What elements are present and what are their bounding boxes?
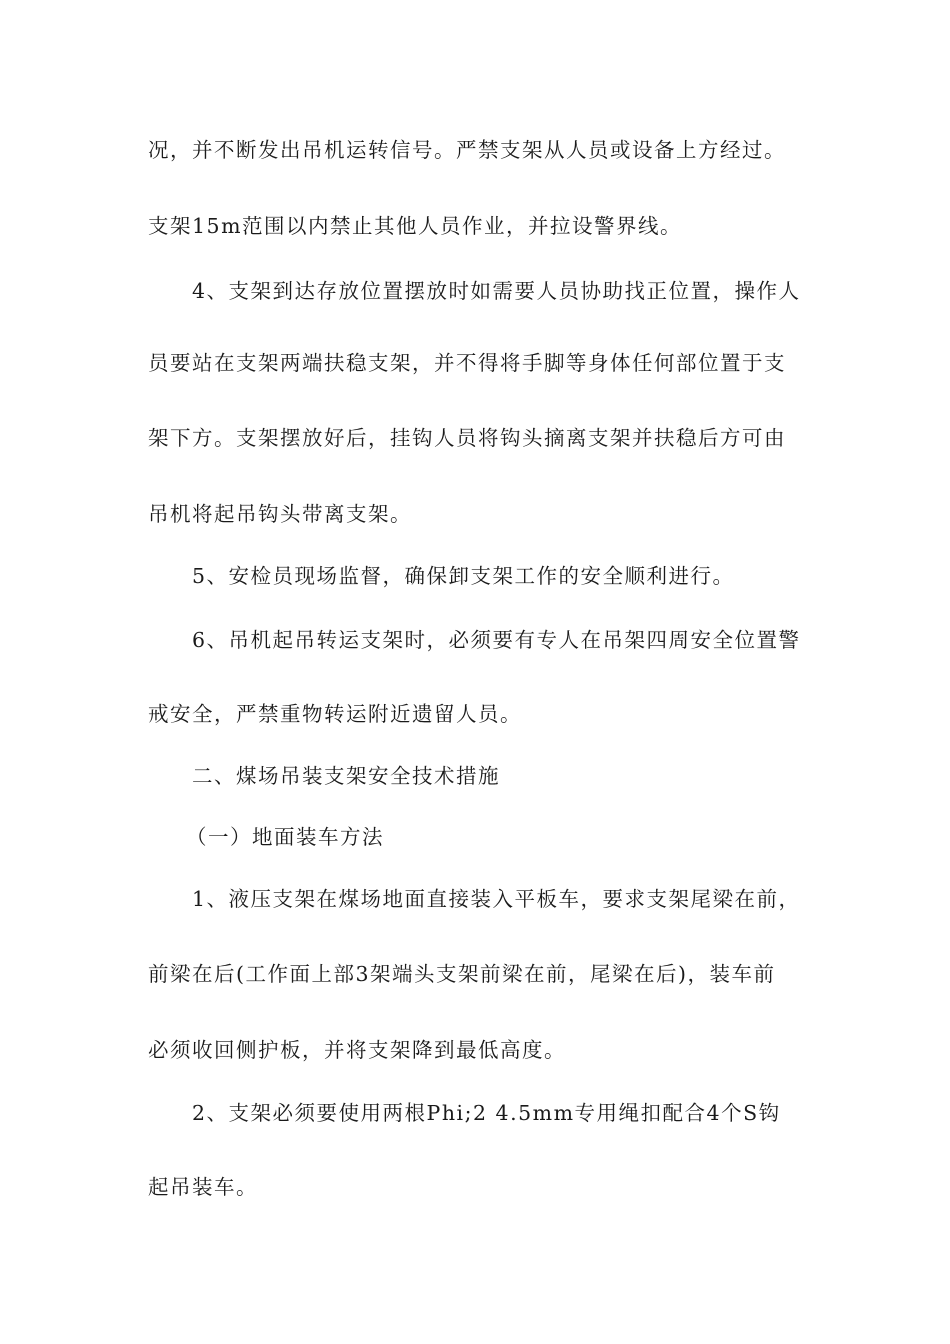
paragraph-line: 必须收回侧护板，并将支架降到最低高度。: [148, 1038, 566, 1062]
paragraph-line: 架下方。支架摆放好后，挂钩人员将钩头摘离支架并扶稳后方可由: [148, 426, 786, 450]
paragraph-line: 支架15m范围以内禁止其他人员作业，并拉设警界线。: [148, 214, 683, 238]
paragraph-line: 戒安全，严禁重物转运附近遗留人员。: [148, 702, 522, 726]
section-heading: 二、煤场吊装支架安全技术措施: [192, 764, 500, 788]
paragraph-line: 况，并不断发出吊机运转信号。严禁支架从人员或设备上方经过。: [148, 138, 786, 162]
paragraph-line: 起吊装车。: [148, 1175, 258, 1199]
paragraph-line: 员要站在支架两端扶稳支架，并不得将手脚等身体任何部位置于支: [148, 351, 786, 375]
paragraph-line: 1、液压支架在煤场地面直接装入平板车，要求支架尾梁在前，: [192, 887, 801, 911]
paragraph-line: 4、支架到达存放位置摆放时如需要人员协助找正位置，操作人: [192, 279, 801, 303]
paragraph-line: 5、安检员现场监督，确保卸支架工作的安全顺利进行。: [192, 564, 735, 588]
paragraph-line: 2、支架必须要使用两根Phi;2 4.5mm专用绳扣配合4个S钩: [192, 1101, 781, 1125]
paragraph-line: 吊机将起吊钩头带离支架。: [148, 502, 412, 526]
paragraph-line: 6、吊机起吊转运支架时，必须要有专人在吊架四周安全位置警: [192, 628, 801, 652]
subsection-heading: （一）地面装车方法: [186, 825, 384, 849]
paragraph-line: 前梁在后(工作面上部3架端头支架前梁在前，尾梁在后)，装车前: [148, 962, 776, 986]
